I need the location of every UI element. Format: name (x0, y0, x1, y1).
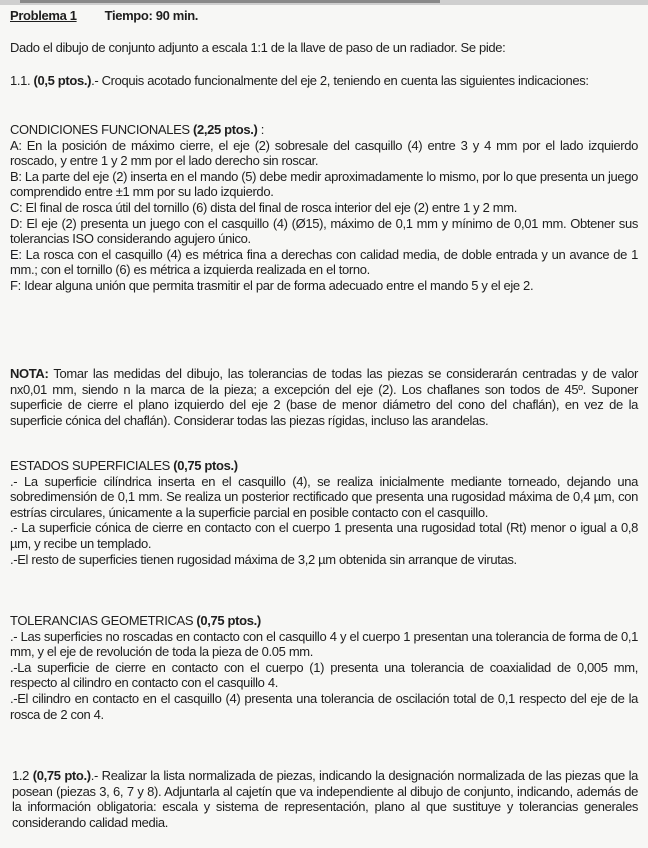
condiciones-section (10, 122, 638, 294)
q12-points: (0,75 pto.) (32, 768, 91, 783)
estado-item-1: .- La superficie cilíndrica inserta en el casquillo (4), se realiza inicialmente mediante torneado, dejando una sobredimensión de 0,1 mm. Se realiza un posterior rectificado que presenta una rugosidad máxima de 0,4 µm, con estrías circulares, únicamente a la superficie parcial en posible contacto con el casquillo. (10, 473, 638, 520)
condition-a: A: En la posición de máximo cierre, el eje (2) sobresale del casquillo (4) entre 3 y 4 mm por el lado izquierdo roscado, y entre 1 y 2 mm por el lado derecho sin roscar. (10, 137, 638, 169)
nota-label: NOTA: (10, 366, 49, 381)
problem-header (10, 8, 638, 24)
estados-heading (10, 458, 638, 474)
tolerancia-item-3: .-El cilindro en contacto en el casquillo (4) presenta una tolerancia de oscilación total de 0,1 respecto del eje de la rosca de 2 con 4. (10, 690, 638, 722)
tolerancia-item-2: .-La superficie de cierre en contacto con el cuerpo (1) presenta una tolerancia de coaxialidad de 0,005 mm, respecto al cilindro en contacto con el casquillo 4. (10, 659, 638, 691)
heading-points: (0,75 ptos.) (173, 458, 238, 473)
nota-paragraph (10, 366, 638, 428)
heading-suffix: : (257, 122, 264, 137)
q11-points: (0,5 ptos.) (33, 73, 92, 88)
condition-d: D: El eje (2) presenta un juego con el casquillo (4) (Ø15), máximo de 0,1 mm y mínimo de 0,01 mm. Obtener sus tolerancias ISO considerando agujero único. (10, 215, 638, 247)
problem-label: Problema 1 (10, 8, 77, 23)
estado-item-3: .-El resto de superficies tienen rugosidad máxima de 3,2 µm obtenida sin arranque de virutas. (10, 551, 517, 567)
tolerancia-item-1: .- Las superficies no roscadas en contacto con el casquillo 4 y el cuerpo 1 presentan una tolerancia de forma de 0,1 mm, y el eje de revolución de toda la pieza de 0.05 mm. (10, 628, 638, 660)
intro-paragraph: Dado el dibujo de conjunto adjunto a escala 1:1 de la llave de paso de un radiador. Se pide: (10, 40, 506, 55)
heading-text: TOLERANCIAS GEOMETRICAS (10, 613, 197, 628)
heading-text: ESTADOS SUPERFICIALES (10, 458, 174, 473)
heading-points: (2,25 ptos.) (193, 122, 258, 137)
nota-text: Tomar las medidas del dibujo, las tolerancias de todas las piezas se considerarán centradas y de valor nx0,01 mm, siendo n la marca de la pieza; a excepción del eje (2). Los chaflanes son todos de 45º. Suponer superficie de cierre el plano izquierdo del eje 2 (base de menor diámetro del cono del chaflán), en vez de la superficie cónica del chaflán). Considerar todas las piezas rígidas, incluso las arandelas. (10, 366, 638, 428)
heading-text: CONDICIONES FUNCIONALES (10, 122, 194, 137)
q11-number: 1.1. (10, 73, 34, 88)
heading-points: (0,75 ptos.) (196, 613, 261, 628)
condition-e: E: La rosca con el casquillo (4) es métrica fina a derechas con calidad media, de doble entrada y un avance de 1 mm.; con el tornillo (6) es métrica a izquierda realizada en el torno. (10, 246, 638, 278)
q11-text: .- Croquis acotado funcionalmente del eje 2, teniendo en cuenta las siguientes indicaciones: (91, 73, 589, 88)
tolerancias-section (10, 613, 638, 722)
condition-f: F: Idear alguna unión que permita trasmitir el par de forma adecuado entre el mando 5 y el eje 2. (10, 277, 534, 293)
question-1-1 (10, 73, 638, 89)
condiciones-heading (10, 122, 638, 138)
question-1-2 (12, 768, 638, 830)
tolerancias-heading (10, 613, 638, 629)
cut-off-header-line (20, 0, 440, 3)
estado-item-2: .- La superficie cónica de cierre en contacto con el cuerpo 1 presenta una rugosidad total (Rt) menor o igual a 0,8 µm, y recibe un templado. (10, 520, 638, 551)
condition-b: B: La parte del eje (2) inserta en el mando (5) debe medir aproximadamente lo mismo, por lo que presenta un juego comprendido entre ±1 mm por su lado izquierdo. (10, 168, 638, 200)
q12-number: 1.2 (12, 768, 33, 783)
q12-text: .- Realizar la lista normalizada de piezas, indicando la designación normalizada de las piezas que la posean (piezas 3, 6, 7 y 8). Adjuntarla al cajetín que va independiente al dibujo de conjunto, indicando, además de la información obligatoria: escala y sistema de representación, plano al que sustituye y tolerancias generales considerando calidad media. (12, 768, 638, 830)
condition-c: C: El final de rosca útil del tornillo (6) dista del final de rosca interior del eje (2) entre 1 y 2 mm. (10, 199, 517, 215)
time-limit: Tiempo: 90 min. (104, 8, 199, 23)
estados-section (10, 458, 638, 567)
